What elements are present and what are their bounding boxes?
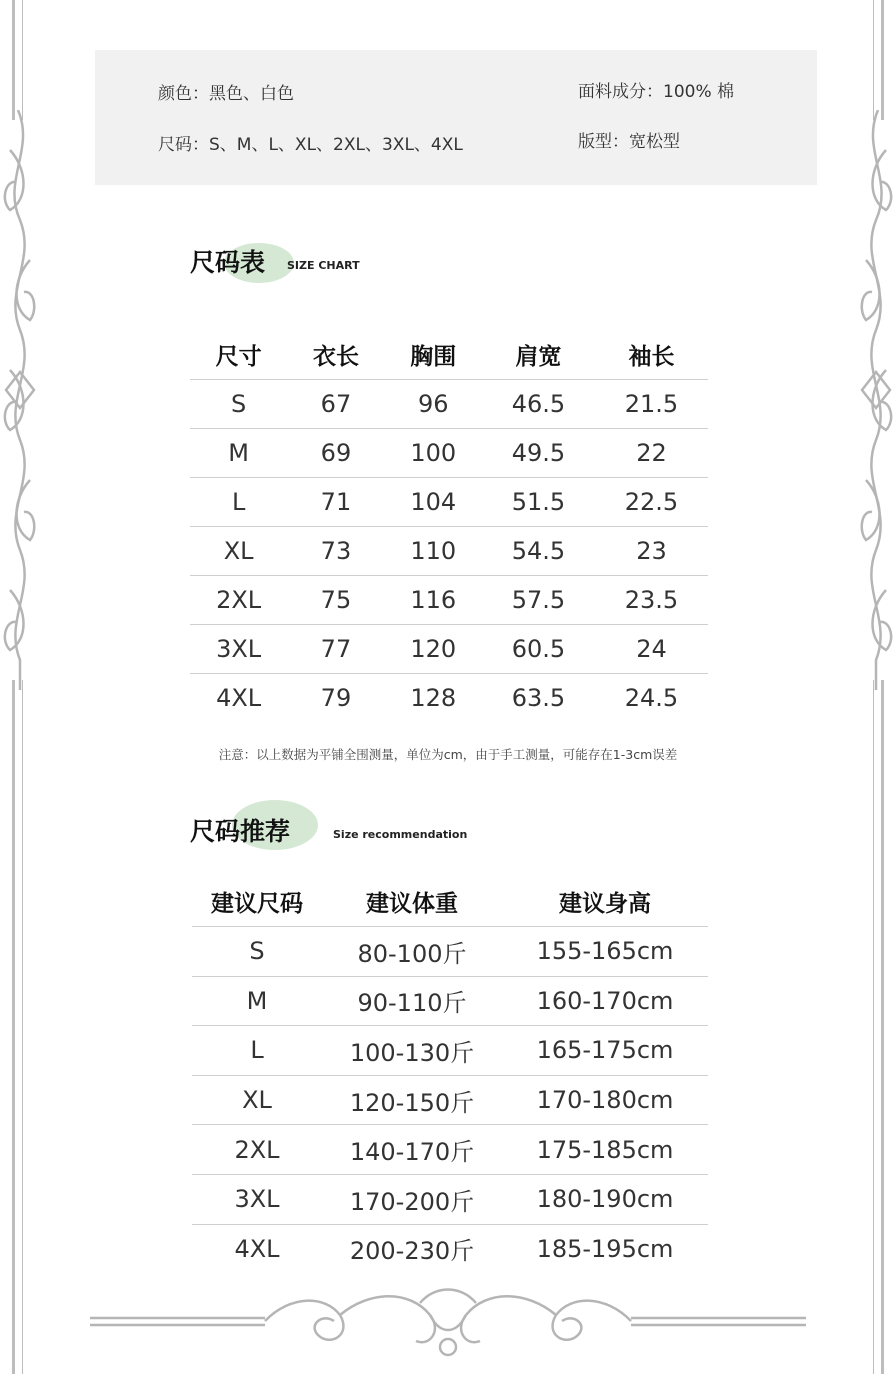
cell: 100-130斤 [322,1026,502,1076]
cell: 22 [595,429,708,478]
cell: S [192,927,322,977]
cell: 23.5 [595,576,708,625]
color-info: 颜色：黑色、白色 [158,84,294,104]
cell: 2XL [192,1125,322,1175]
cell: XL [192,1075,322,1125]
cell: 120 [385,625,482,674]
cell: 104 [385,478,482,527]
cell: 24.5 [595,674,708,723]
cell: 100 [385,429,482,478]
header-recommended-weight: 建议体重 [366,891,458,917]
cell: S [190,380,287,429]
cell: 63.5 [482,674,595,723]
cell: 54.5 [482,527,595,576]
size-chart-subtitle: SIZE CHART [287,259,360,272]
cell: 90-110斤 [322,976,502,1026]
table-header-row [190,330,708,380]
cell: L [190,478,287,527]
recommendation-subtitle: Size recommendation [333,828,468,841]
frame-left-outer-lower [12,680,15,1374]
cell: 140-170斤 [322,1125,502,1175]
header-sleeve: 袖长 [628,344,675,370]
cell: M [192,976,322,1026]
bottom-flourish-ornament [90,1285,806,1365]
cell: 3XL [192,1174,322,1224]
cell: 96 [385,380,482,429]
frame-right-outer [881,0,884,120]
cell: 21.5 [595,380,708,429]
cell: 120-150斤 [322,1075,502,1125]
cell: 165-175cm [502,1026,708,1076]
table-row [190,576,708,625]
cell: 4XL [190,674,287,723]
table-row [192,976,708,1026]
cell: 79 [287,674,384,723]
cell: 185-195cm [502,1224,708,1273]
cell: 22.5 [595,478,708,527]
cell: 67 [287,380,384,429]
table-row [192,1224,708,1273]
table-row [190,478,708,527]
cell: L [192,1026,322,1076]
cell: 75 [287,576,384,625]
table-row [190,429,708,478]
cell: 175-185cm [502,1125,708,1175]
cell: 4XL [192,1224,322,1273]
cell: 51.5 [482,478,595,527]
cell: 57.5 [482,576,595,625]
cell: 49.5 [482,429,595,478]
cell: 73 [287,527,384,576]
table-row [192,1174,708,1224]
cell: 71 [287,478,384,527]
table-row [192,1125,708,1175]
cell: 128 [385,674,482,723]
header-recommended-size: 建议尺码 [211,891,303,917]
table-row [190,625,708,674]
header-size: 尺寸 [215,344,262,370]
header-chest: 胸围 [410,344,457,370]
cell: 170-200斤 [322,1174,502,1224]
frame-left-outer [12,0,15,120]
cell: M [190,429,287,478]
cell: 160-170cm [502,976,708,1026]
cell: 3XL [190,625,287,674]
cell: 200-230斤 [322,1224,502,1273]
cell: 2XL [190,576,287,625]
left-scroll-ornament [0,110,40,690]
size-chart-table [190,330,708,722]
cell: 155-165cm [502,927,708,977]
cell: 77 [287,625,384,674]
table-row [190,380,708,429]
cell: 80-100斤 [322,927,502,977]
header-recommended-height: 建议身高 [559,891,651,917]
cell: 23 [595,527,708,576]
recommendation-title: 尺码推荐 [190,817,291,846]
header-length: 衣长 [312,344,359,370]
cell: 170-180cm [502,1075,708,1125]
cell: 180-190cm [502,1174,708,1224]
frame-right-inner-lower [873,680,874,1374]
table-row [190,674,708,723]
cell: 46.5 [482,380,595,429]
cell: XL [190,527,287,576]
header-shoulder: 肩宽 [515,344,562,370]
frame-right-outer-lower [881,680,884,1374]
cell: 116 [385,576,482,625]
table-header-row [192,877,708,927]
right-scroll-ornament [856,110,896,690]
frame-left-inner-lower [22,680,23,1374]
frame-right-inner [873,0,874,120]
table-row [192,927,708,977]
cell: 24 [595,625,708,674]
size-recommendation-table [192,877,708,1273]
product-info-panel [95,50,817,185]
cell: 69 [287,429,384,478]
size-chart-title: 尺码表 [190,248,266,277]
frame-left-inner [22,0,23,120]
fit-info: 版型：宽松型 [578,132,680,152]
fabric-info: 面料成分：100% 棉 [578,82,735,102]
table-row [192,1075,708,1125]
size-options-info: 尺码：S、M、L、XL、2XL、3XL、4XL [158,135,463,155]
cell: 110 [385,527,482,576]
table-row [190,527,708,576]
cell: 60.5 [482,625,595,674]
measurement-note: 注意：以上数据为平铺全围测量，单位为cm，由于手工测量，可能存在1-3cm误差 [218,747,678,762]
table-row [192,1026,708,1076]
